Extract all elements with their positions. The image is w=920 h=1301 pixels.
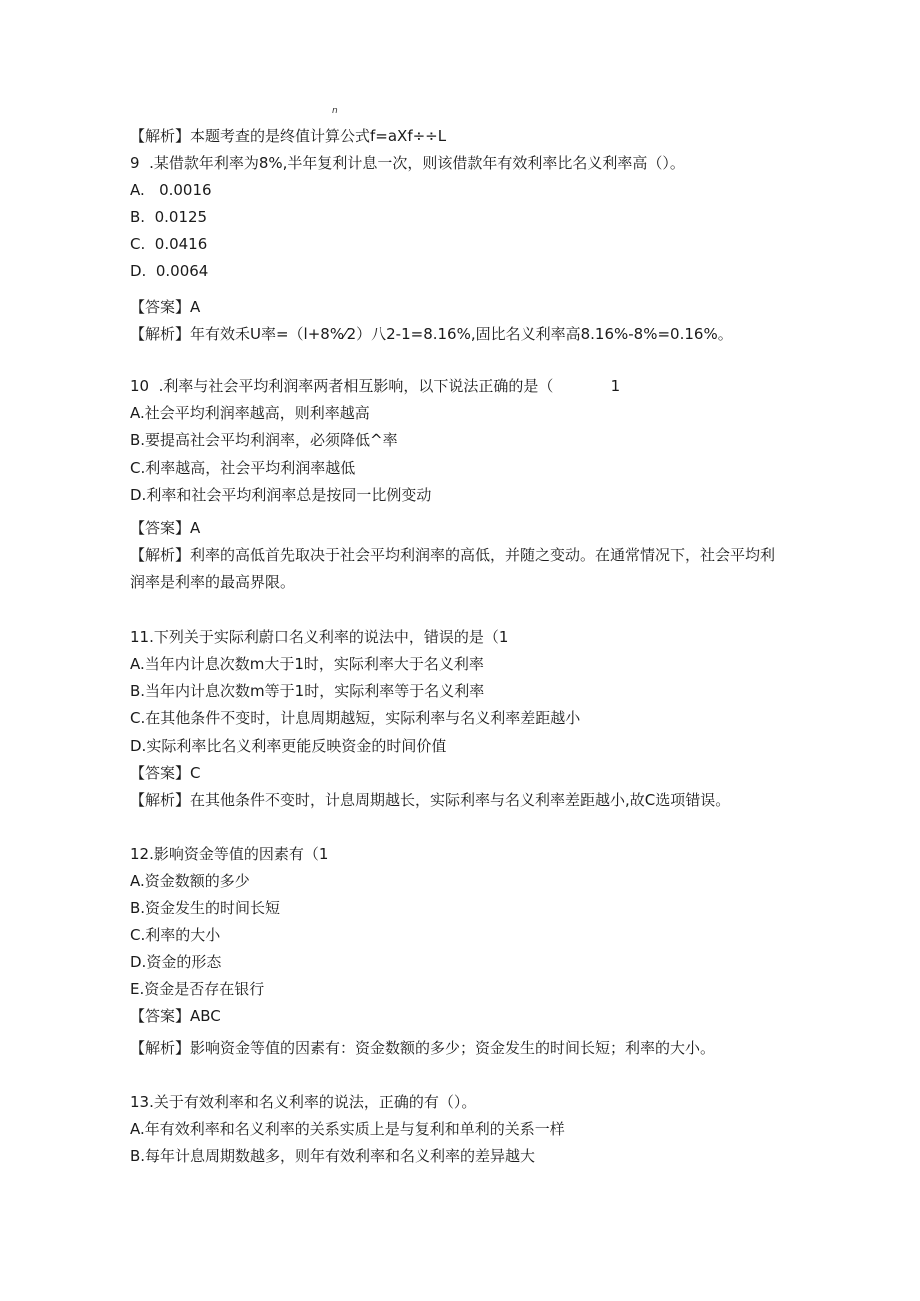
q12-answer: 【答案】ABC bbox=[130, 1007, 221, 1025]
q12-option-d: D.资金的形态 bbox=[130, 953, 222, 971]
q13-option-a: A.年有效利率和名义利率的关系实质上是与复利和单利的关系一样 bbox=[130, 1120, 565, 1138]
q11-question: 11.下列关于实际利蔚口名义利率的说法中，错误的是（1 bbox=[130, 628, 509, 646]
q10-explanation-line2: 润率是利率的最高界限。 bbox=[130, 573, 296, 591]
q10-explanation-line1: 【解析】利率的高低首先取决于社会平均利润率的高低，并随之变动。在通常情况下，社会平均利 bbox=[130, 546, 776, 564]
q9-option-a: A. 0.0016 bbox=[130, 181, 212, 199]
q11-explanation: 【解析】在其他条件不变时，计息周期越长，实际利率与名义利率差距越小,故C选项错误。 bbox=[130, 791, 731, 809]
q12-option-c: C.利率的大小 bbox=[130, 926, 221, 944]
q10-option-b: B.要提高社会平均利润率，必须降低^率 bbox=[130, 431, 398, 449]
q10-option-a: A.社会平均利润率越高，则利率越高 bbox=[130, 404, 370, 422]
q9-option-c: C. 0.0416 bbox=[130, 235, 208, 253]
q9-explanation: 【解析】年有效禾U率=（l+8%⁄2）八2-1=8.16%,固比名义利率高8.16%-8%=0.16%。 bbox=[130, 325, 733, 343]
q9-question: 9 .某借款年利率为8%,半年复利计息一次，则该借款年有效利率比名义利率高（）。 bbox=[130, 154, 685, 172]
q8-explanation: 【解析】本题考查的是终值计算公式f=aXf÷÷L bbox=[130, 127, 447, 145]
q11-option-b: B.当年内计息次数m等于1时，实际利率等于名义利率 bbox=[130, 682, 485, 700]
q11-option-a: A.当年内计息次数m大于1时，实际利率大于名义利率 bbox=[130, 655, 484, 673]
q10-answer: 【答案】A bbox=[130, 519, 201, 537]
q10-question: 10 .利率与社会平均利润率两者相互影响，以下说法正确的是（ 1 bbox=[130, 377, 621, 395]
q13-option-b: B.每年计息周期数越多，则年有效利率和名义利率的差异越大 bbox=[130, 1147, 536, 1165]
q12-option-e: E.资金是否存在银行 bbox=[130, 980, 265, 998]
q11-option-d: D.实际利率比名义利率更能反映资金的时间价值 bbox=[130, 737, 447, 755]
q9-answer: 【答案】A bbox=[130, 298, 201, 316]
q11-answer: 【答案】C bbox=[130, 764, 201, 782]
q9-option-b: B. 0.0125 bbox=[130, 208, 208, 226]
q12-option-a: A.资金数额的多少 bbox=[130, 872, 250, 890]
q10-option-c: C.利率越高，社会平均利润率越低 bbox=[130, 459, 356, 477]
q12-explanation: 【解析】影响资金等值的因素有：资金数额的多少；资金发生的时间长短；利率的大小。 bbox=[130, 1039, 716, 1057]
q11-option-c: C.在其他条件不变时，计息周期越短，实际利率与名义利率差距越小 bbox=[130, 709, 581, 727]
q12-question: 12.影响资金等值的因素有（1 bbox=[130, 845, 329, 863]
q10-option-d: D.利率和社会平均利润率总是按同一比例变动 bbox=[130, 486, 432, 504]
page-mark: n bbox=[332, 106, 338, 116]
q12-option-b: B.资金发生的时间长短 bbox=[130, 899, 281, 917]
q9-option-d: D. 0.0064 bbox=[130, 262, 209, 280]
q13-question: 13.关于有效利率和名义利率的说法，正确的有（）。 bbox=[130, 1093, 477, 1111]
